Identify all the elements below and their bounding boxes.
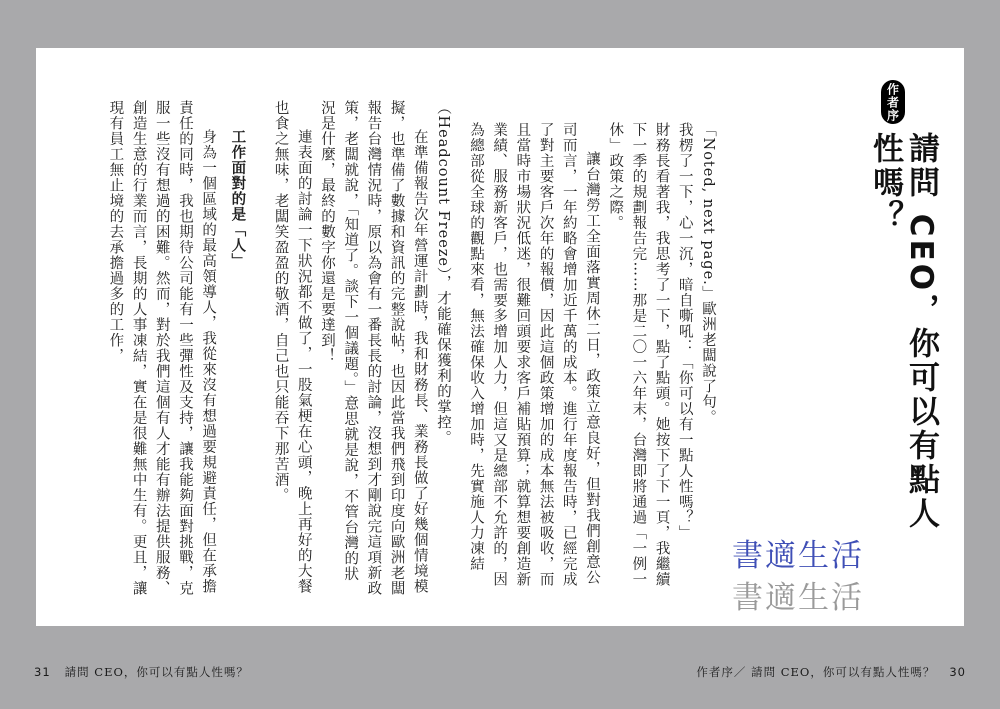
running-title-right: 作者序／ 請問 CEO，你可以有點人性嗎？ bbox=[696, 665, 936, 679]
paragraph: （Headcount Freeze），才能確保獲利的掌控。 bbox=[435, 100, 451, 446]
paragraph: 我楞了一下，心一沉，暗自嘶吼：「你可以有一點人性嗎？」 bbox=[676, 122, 693, 541]
watermark-primary: 書適生活 bbox=[732, 538, 864, 574]
page-number-left: 31 bbox=[34, 665, 51, 679]
running-title-left: 請問 CEO，你可以有點人性嗎？ bbox=[64, 665, 249, 679]
footer-left bbox=[34, 664, 249, 680]
page-number-right: 30 bbox=[949, 665, 966, 679]
paragraph: 身為一個區域的最高領導人，我從來沒有想過要規避責任，但在承擔責任的同時，我也期待公司能有一些彈性及支持，讓我能夠面對挑戰，克服一些沒有想過的困難。然而，對於我們這個有人才能有辦法提供服務、創造生意的行業而言，長期的人事凍結，實在是很難無中生有。更且，讓現有員工無止境的去承擔過多的工作， bbox=[107, 100, 217, 596]
watermark-secondary: 書適生活 bbox=[732, 580, 864, 616]
paragraph: 財務長看著我，我思考了一下，點了點頭。她按下了下一頁，我繼續下一季的規劃報告完……那是二〇一六年末，台灣即將通過「一例一休」政策之際。 bbox=[607, 122, 670, 587]
paragraph: 讓台灣勞工全面落實周休二日，政策立意良好，但對我們創意公司而言，一年約略會增加近千萬的成本。進行年度報告時，已經完成了對主要客戶次年的報價，因此這個政策增加的成本無法被吸收，而且當時市場狀況低迷，很難回頭要求客戶補貼預算；就算想要創造新業績、服務新客戶，也需要多增加人力，但這又是總部不允許的，因為總部從全球的觀點來看，無法確保收入增加時，先實施人力凍結 bbox=[467, 122, 600, 587]
chapter-title: 請問 CEO，你可以有點人性嗎？ bbox=[867, 132, 939, 532]
preface-tag: 作者序 bbox=[881, 80, 905, 124]
paragraph: 連表面的討論一下狀況都不做了，一股氣梗在心頭，晚上再好的大餐也食之無味，老闆笑盈盈的敬酒，自己也只能吞下那苦酒。 bbox=[272, 100, 312, 594]
section-heading: 工作面對的是「人」 bbox=[229, 129, 246, 269]
right-page-body bbox=[467, 122, 719, 598]
paragraph: 「Noted, next page.」歐洲老闆說了句。 bbox=[700, 122, 716, 426]
left-page-body bbox=[92, 100, 454, 596]
paragraph: 在準備報告次年營運計劃時，我和財務長、業務長做了好幾個情境模擬，也準備了數據和資訊的完整說帖，也因此當我們飛到印度向歐洲老闆報告台灣情況時，原以為會有一番長長的討論，沒想到才剛說完這項新政策，老闆就說，「知道了。談下一個議題。」意思就是說，不管台灣的狀況是什麼，最終的數字你還是要達到！ bbox=[318, 100, 428, 596]
footer-right bbox=[696, 664, 966, 680]
